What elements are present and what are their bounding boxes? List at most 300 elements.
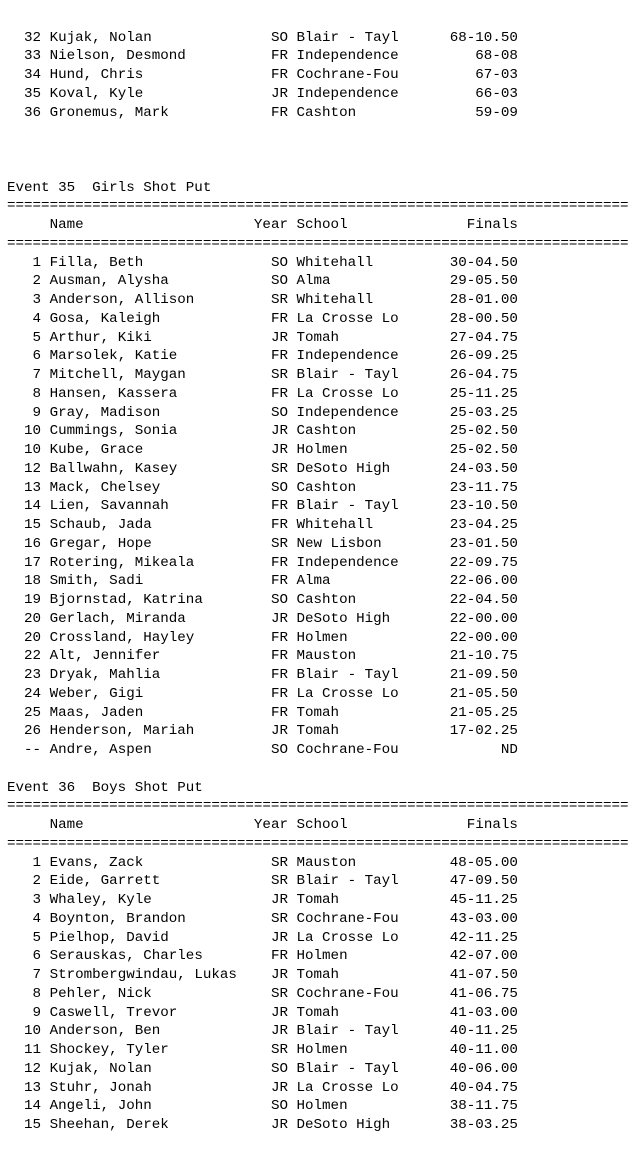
athlete-name-cell: Stuhr, Jonah <box>49 1079 271 1096</box>
header-name: Name <box>49 817 254 834</box>
mark-cell: 45-11.25 <box>398 892 518 909</box>
year-cell: SR <box>270 854 288 871</box>
mark-cell: 21-05.25 <box>398 704 518 721</box>
mark-cell: 40-11.00 <box>398 1042 518 1059</box>
school-cell: Cochrane-Fou <box>296 742 399 759</box>
place-cell: 1 <box>7 854 42 871</box>
mark-cell: 42-07.00 <box>398 948 518 965</box>
school-cell: Independence <box>296 48 399 65</box>
athlete-name-cell: Mack, Chelsey <box>49 479 271 496</box>
school-cell: La Crosse Lo <box>296 929 399 946</box>
school-cell: DeSoto High <box>296 1117 399 1134</box>
school-cell: Cashton <box>296 592 399 609</box>
separator-rule: ========================================================================= <box>7 198 629 215</box>
blank-line <box>7 160 637 179</box>
mark-cell: 28-00.50 <box>398 310 518 327</box>
school-cell: Blair - Tayl <box>296 1060 399 1077</box>
mark-cell: 22-00.00 <box>398 610 518 627</box>
separator-rule: ========================================================================= <box>7 798 629 815</box>
school-cell: Tomah <box>296 704 399 721</box>
result-row <box>7 854 637 873</box>
athlete-name-cell: Bjornstad, Katrina <box>49 592 271 609</box>
athlete-name-cell: Rotering, Mikeala <box>49 554 271 571</box>
result-row <box>7 704 637 723</box>
place-cell: 20 <box>7 610 42 627</box>
year-cell: JR <box>270 423 288 440</box>
event-section <box>7 160 637 760</box>
mark-cell: 41-03.00 <box>398 1004 518 1021</box>
place-cell: 13 <box>7 1079 42 1096</box>
mark-cell: 41-07.50 <box>398 967 518 984</box>
header-year: Year <box>253 217 297 234</box>
year-cell: JR <box>270 610 288 627</box>
school-cell: DeSoto High <box>296 610 399 627</box>
mark-cell: 28-01.00 <box>398 292 518 309</box>
year-cell: FR <box>270 48 288 65</box>
athlete-name-cell: Pehler, Nick <box>49 985 271 1002</box>
mark-cell: 22-04.50 <box>398 592 518 609</box>
athlete-name-cell: Ballwahn, Kasey <box>49 460 271 477</box>
separator-rule: ========================================================================= <box>7 235 629 252</box>
mark-cell: 21-05.50 <box>398 685 518 702</box>
athlete-name-cell: Schaub, Jada <box>49 517 271 534</box>
athlete-name-cell: Pielhop, David <box>49 929 271 946</box>
header-name: Name <box>49 217 254 234</box>
place-cell: 7 <box>7 367 42 384</box>
place-cell: 36 <box>7 104 42 121</box>
mark-cell: 38-11.75 <box>398 1098 518 1115</box>
school-cell: Whitehall <box>296 292 399 309</box>
year-cell: JR <box>270 1023 288 1040</box>
separator-rule: ========================================================================= <box>7 835 629 852</box>
year-cell: FR <box>270 648 288 665</box>
place-cell: 6 <box>7 348 42 365</box>
school-cell: Tomah <box>296 723 399 740</box>
school-cell: Cochrane-Fou <box>296 910 399 927</box>
place-cell: 17 <box>7 554 42 571</box>
school-cell: Blair - Tayl <box>296 498 399 515</box>
result-row <box>7 441 637 460</box>
result-row <box>7 1004 637 1023</box>
athlete-name-cell: Weber, Gigi <box>49 685 271 702</box>
school-cell: Blair - Tayl <box>296 367 399 384</box>
school-cell: Blair - Tayl <box>296 873 399 890</box>
school-cell: Tomah <box>296 892 399 909</box>
year-cell: SO <box>270 404 288 421</box>
result-row <box>7 722 637 741</box>
place-cell: 19 <box>7 592 42 609</box>
place-cell: 3 <box>7 892 42 909</box>
place-cell: 8 <box>7 385 42 402</box>
result-row <box>7 947 637 966</box>
school-cell: DeSoto High <box>296 460 399 477</box>
athlete-name-cell: Gosa, Kaleigh <box>49 310 271 327</box>
blank-line <box>7 760 637 779</box>
place-cell: 12 <box>7 460 42 477</box>
athlete-name-cell: Gray, Madison <box>49 404 271 421</box>
school-cell: Cashton <box>296 104 399 121</box>
result-row <box>7 1060 637 1079</box>
year-cell: JR <box>270 85 288 102</box>
year-cell: SO <box>270 479 288 496</box>
mark-cell: 40-11.25 <box>398 1023 518 1040</box>
athlete-name-cell: Boynton, Brandon <box>49 910 271 927</box>
place-cell: 23 <box>7 667 42 684</box>
mark-cell: 47-09.50 <box>398 873 518 890</box>
school-cell: Tomah <box>296 967 399 984</box>
year-cell: SO <box>270 29 288 46</box>
place-cell: 3 <box>7 292 42 309</box>
result-row <box>7 966 637 985</box>
result-row <box>7 254 637 273</box>
mark-cell: 68-08 <box>398 48 518 65</box>
school-cell: Whitehall <box>296 517 399 534</box>
year-cell: FR <box>270 667 288 684</box>
school-cell: Independence <box>296 85 399 102</box>
result-row <box>7 1097 637 1116</box>
year-cell: FR <box>270 517 288 534</box>
mark-cell: 23-11.75 <box>398 479 518 496</box>
result-row <box>7 66 637 85</box>
school-cell: Blair - Tayl <box>296 667 399 684</box>
place-cell: 7 <box>7 967 42 984</box>
year-cell: FR <box>270 948 288 965</box>
mark-cell: 40-04.75 <box>398 1079 518 1096</box>
result-row <box>7 497 637 516</box>
athlete-name-cell: Nielson, Desmond <box>49 48 271 65</box>
year-cell: SO <box>270 592 288 609</box>
year-cell: JR <box>270 929 288 946</box>
athlete-name-cell: Whaley, Kyle <box>49 892 271 909</box>
mark-cell: 40-06.00 <box>398 1060 518 1077</box>
year-cell: SO <box>270 254 288 271</box>
result-row <box>7 385 637 404</box>
result-row <box>7 422 637 441</box>
mark-cell: 22-00.00 <box>398 629 518 646</box>
place-cell: 10 <box>7 423 42 440</box>
year-cell: SR <box>270 985 288 1002</box>
place-cell: 9 <box>7 404 42 421</box>
school-cell: Alma <box>296 273 399 290</box>
athlete-name-cell: Marsolek, Katie <box>49 348 271 365</box>
mark-cell: 30-04.50 <box>398 254 518 271</box>
result-row <box>7 460 637 479</box>
mark-cell: 22-06.00 <box>398 573 518 590</box>
athlete-name-cell: Koval, Kyle <box>49 85 271 102</box>
school-cell: Cochrane-Fou <box>296 67 399 84</box>
year-cell: FR <box>270 104 288 121</box>
school-cell: Tomah <box>296 1004 399 1021</box>
year-cell: FR <box>270 629 288 646</box>
result-row <box>7 29 637 48</box>
school-cell: Independence <box>296 554 399 571</box>
result-row <box>7 872 637 891</box>
result-row <box>7 554 637 573</box>
result-row <box>7 310 637 329</box>
year-cell: FR <box>270 385 288 402</box>
year-cell: FR <box>270 704 288 721</box>
athlete-name-cell: Shockey, Tyler <box>49 1042 271 1059</box>
athlete-name-cell: Gerlach, Miranda <box>49 610 271 627</box>
header-finals: Finals <box>347 217 518 234</box>
school-cell: Cochrane-Fou <box>296 985 399 1002</box>
mark-cell: 29-05.50 <box>398 273 518 290</box>
year-cell: SR <box>270 910 288 927</box>
athlete-name-cell: Gronemus, Mark <box>49 104 271 121</box>
continued-results <box>7 29 637 123</box>
mark-cell: 41-06.75 <box>398 985 518 1002</box>
place-cell: 1 <box>7 254 42 271</box>
result-row <box>7 910 637 929</box>
year-cell: JR <box>270 1004 288 1021</box>
athlete-name-cell: Anderson, Ben <box>49 1023 271 1040</box>
place-cell: 6 <box>7 948 42 965</box>
school-cell: Mauston <box>296 648 399 665</box>
header-finals: Finals <box>347 817 518 834</box>
mark-cell: 48-05.00 <box>398 854 518 871</box>
result-row <box>7 741 637 760</box>
school-cell: Independence <box>296 404 399 421</box>
mark-cell: 25-02.50 <box>398 442 518 459</box>
athlete-name-cell: Caswell, Trevor <box>49 1004 271 1021</box>
athlete-name-cell: Kujak, Nolan <box>49 29 271 46</box>
column-header-row <box>7 216 637 235</box>
school-cell: Holmen <box>296 442 399 459</box>
result-row <box>7 891 637 910</box>
result-row <box>7 666 637 685</box>
athlete-name-cell: Lien, Savannah <box>49 498 271 515</box>
year-cell: JR <box>270 1117 288 1134</box>
mark-cell: 23-10.50 <box>398 498 518 515</box>
year-cell: FR <box>270 348 288 365</box>
header-year: Year <box>253 817 297 834</box>
year-cell: SR <box>270 1042 288 1059</box>
place-cell: 15 <box>7 517 42 534</box>
school-cell: Mauston <box>296 854 399 871</box>
school-cell: Blair - Tayl <box>296 29 399 46</box>
result-row <box>7 479 637 498</box>
year-cell: FR <box>270 498 288 515</box>
place-cell: 8 <box>7 985 42 1002</box>
year-cell: FR <box>270 685 288 702</box>
school-cell: Holmen <box>296 1042 399 1059</box>
result-row <box>7 985 637 1004</box>
result-row <box>7 516 637 535</box>
mark-cell: 59-09 <box>398 104 518 121</box>
athlete-name-cell: Eide, Garrett <box>49 873 271 890</box>
results-document <box>7 0 637 1154</box>
mark-cell: 17-02.25 <box>398 723 518 740</box>
mark-cell: 26-09.25 <box>398 348 518 365</box>
result-row <box>7 647 637 666</box>
mark-cell: 24-03.50 <box>398 460 518 477</box>
result-row <box>7 685 637 704</box>
mark-cell: 25-03.25 <box>398 404 518 421</box>
result-row <box>7 1079 637 1098</box>
result-row <box>7 329 637 348</box>
result-row <box>7 629 637 648</box>
event-section <box>7 760 637 1135</box>
year-cell: JR <box>270 442 288 459</box>
athlete-name-cell: Cummings, Sonia <box>49 423 271 440</box>
athlete-name-cell: Maas, Jaden <box>49 704 271 721</box>
mark-cell: 66-03 <box>398 85 518 102</box>
school-cell: Blair - Tayl <box>296 1023 399 1040</box>
year-cell: FR <box>270 573 288 590</box>
place-cell: 13 <box>7 479 42 496</box>
mark-cell: 21-09.50 <box>398 667 518 684</box>
athlete-name-cell: Strombergwindau, Lukas <box>49 967 271 984</box>
year-cell: JR <box>270 1079 288 1096</box>
athlete-name-cell: Hund, Chris <box>49 67 271 84</box>
athlete-name-cell: Angeli, John <box>49 1098 271 1115</box>
school-cell: Independence <box>296 348 399 365</box>
year-cell: SR <box>270 460 288 477</box>
year-cell: JR <box>270 892 288 909</box>
athlete-name-cell: Sheehan, Derek <box>49 1117 271 1134</box>
athlete-name-cell: Ausman, Alysha <box>49 273 271 290</box>
result-row <box>7 47 637 66</box>
place-cell: 10 <box>7 1023 42 1040</box>
result-row <box>7 535 637 554</box>
school-cell: New Lisbon <box>296 535 399 552</box>
athlete-name-cell: Henderson, Mariah <box>49 723 271 740</box>
athlete-name-cell: Alt, Jennifer <box>49 648 271 665</box>
header-school: School <box>296 817 348 834</box>
place-cell: 34 <box>7 67 42 84</box>
place-cell: 12 <box>7 1060 42 1077</box>
mark-cell: 25-02.50 <box>398 423 518 440</box>
year-cell: SO <box>270 742 288 759</box>
athlete-name-cell: Gregar, Hope <box>49 535 271 552</box>
mark-cell: 68-10.50 <box>398 29 518 46</box>
place-cell: 11 <box>7 1042 42 1059</box>
mark-cell: 38-03.25 <box>398 1117 518 1134</box>
result-row <box>7 366 637 385</box>
school-cell: Whitehall <box>296 254 399 271</box>
school-cell: Holmen <box>296 1098 399 1115</box>
mark-cell: 27-04.75 <box>398 329 518 346</box>
mark-cell: 21-10.75 <box>398 648 518 665</box>
school-cell: Tomah <box>296 329 399 346</box>
athlete-name-cell: Filla, Beth <box>49 254 271 271</box>
year-cell: SO <box>270 1098 288 1115</box>
place-cell: -- <box>7 742 42 759</box>
result-row <box>7 85 637 104</box>
result-row <box>7 591 637 610</box>
athlete-name-cell: Evans, Zack <box>49 854 271 871</box>
year-cell: JR <box>270 329 288 346</box>
year-cell: JR <box>270 723 288 740</box>
place-cell: 16 <box>7 535 42 552</box>
year-cell: SR <box>270 292 288 309</box>
athlete-name-cell: Dryak, Mahlia <box>49 667 271 684</box>
place-cell: 10 <box>7 442 42 459</box>
year-cell: JR <box>270 967 288 984</box>
school-cell: Alma <box>296 573 399 590</box>
place-cell: 15 <box>7 1117 42 1134</box>
place-cell: 14 <box>7 498 42 515</box>
column-header-row <box>7 816 637 835</box>
athlete-name-cell: Anderson, Allison <box>49 292 271 309</box>
year-cell: FR <box>270 310 288 327</box>
school-cell: La Crosse Lo <box>296 385 399 402</box>
year-cell: FR <box>270 554 288 571</box>
place-cell: 22 <box>7 648 42 665</box>
year-cell: FR <box>270 67 288 84</box>
school-cell: La Crosse Lo <box>296 1079 399 1096</box>
result-row <box>7 1022 637 1041</box>
athlete-name-cell: Smith, Sadi <box>49 573 271 590</box>
place-cell: 9 <box>7 1004 42 1021</box>
result-row <box>7 929 637 948</box>
athlete-name-cell: Hansen, Kassera <box>49 385 271 402</box>
result-row <box>7 404 637 423</box>
school-cell: Cashton <box>296 479 399 496</box>
athlete-name-cell: Andre, Aspen <box>49 742 271 759</box>
mark-cell: 26-04.75 <box>398 367 518 384</box>
year-cell: SR <box>270 535 288 552</box>
school-cell: Holmen <box>296 629 399 646</box>
mark-cell: 42-11.25 <box>398 929 518 946</box>
mark-cell: 23-01.50 <box>398 535 518 552</box>
place-cell: 25 <box>7 704 42 721</box>
school-cell: La Crosse Lo <box>296 310 399 327</box>
header-school: School <box>296 217 348 234</box>
mark-cell: 23-04.25 <box>398 517 518 534</box>
year-cell: SO <box>270 273 288 290</box>
place-cell: 14 <box>7 1098 42 1115</box>
event-title: Event 35 Girls Shot Put <box>7 179 212 196</box>
athlete-name-cell: Kujak, Nolan <box>49 1060 271 1077</box>
athlete-name-cell: Mitchell, Maygan <box>49 367 271 384</box>
place-cell: 4 <box>7 310 42 327</box>
result-row <box>7 347 637 366</box>
mark-cell: ND <box>398 742 518 759</box>
athlete-name-cell: Crossland, Hayley <box>49 629 271 646</box>
year-cell: SR <box>270 367 288 384</box>
result-row <box>7 610 637 629</box>
result-row <box>7 572 637 591</box>
mark-cell: 22-09.75 <box>398 554 518 571</box>
athlete-name-cell: Serauskas, Charles <box>49 948 271 965</box>
place-cell: 5 <box>7 929 42 946</box>
place-cell: 33 <box>7 48 42 65</box>
place-cell: 2 <box>7 873 42 890</box>
result-row <box>7 272 637 291</box>
result-row <box>7 1041 637 1060</box>
place-cell: 18 <box>7 573 42 590</box>
place-cell: 26 <box>7 723 42 740</box>
result-row <box>7 1116 637 1135</box>
mark-cell: 25-11.25 <box>398 385 518 402</box>
athlete-name-cell: Arthur, Kiki <box>49 329 271 346</box>
place-cell: 5 <box>7 329 42 346</box>
mark-cell: 43-03.00 <box>398 910 518 927</box>
place-cell: 24 <box>7 685 42 702</box>
year-cell: SR <box>270 873 288 890</box>
school-cell: La Crosse Lo <box>296 685 399 702</box>
school-cell: Holmen <box>296 948 399 965</box>
event-title: Event 36 Boys Shot Put <box>7 779 203 796</box>
athlete-name-cell: Kube, Grace <box>49 442 271 459</box>
place-cell: 35 <box>7 85 42 102</box>
events-list <box>7 160 637 1135</box>
place-cell: 2 <box>7 273 42 290</box>
place-cell: 32 <box>7 29 42 46</box>
result-row <box>7 104 637 123</box>
mark-cell: 67-03 <box>398 67 518 84</box>
